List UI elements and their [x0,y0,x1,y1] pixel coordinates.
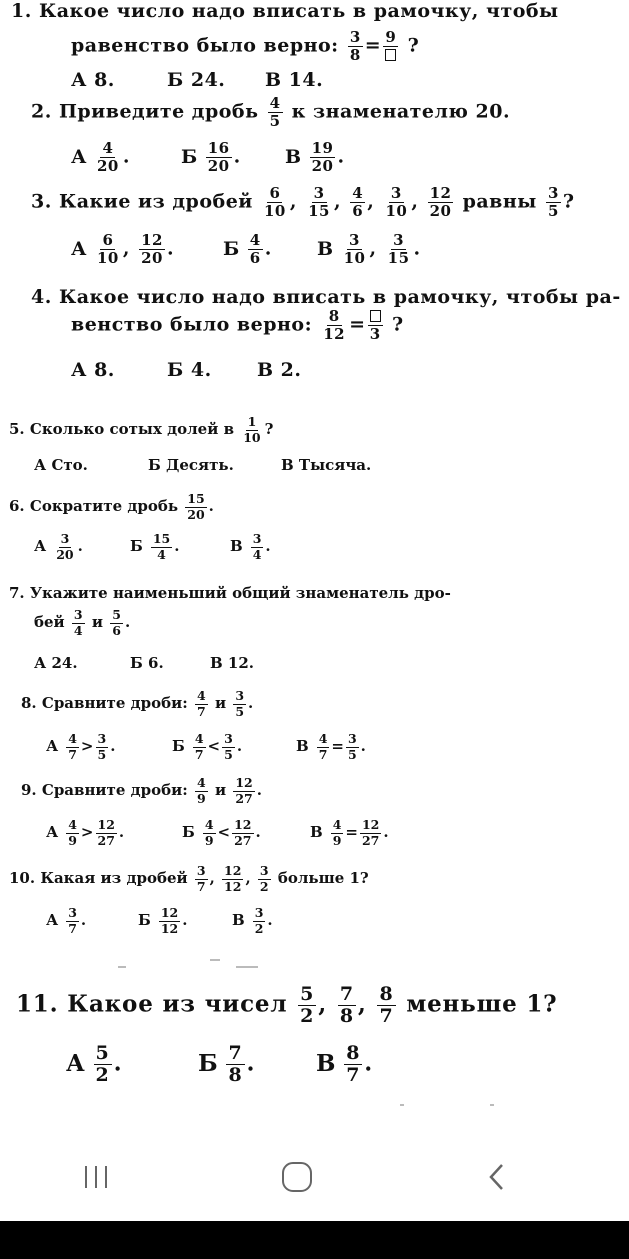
q1-options [71,69,323,91]
fraction: $\frac{4}{5}$ [269,94,281,130]
option-a[interactable]: А $\frac{3}{7}$ . [46,905,87,936]
q1-line1: 1. Какое число надо вписать в рамочку, чтобы [11,0,559,22]
option-b[interactable]: Б 24. [167,69,226,91]
option-b[interactable]: Б 4. [167,359,212,381]
home-icon[interactable] [282,1162,312,1192]
q1-line2: равенство было верно: $\frac{3}{8}$ = 9 ? [71,28,420,64]
q7-line1: 7. Укажите наименьший общий знаменатель дро- [9,584,451,602]
q4-line1: 4. Какое число надо вписать в рамочку, чтобы ра- [31,286,621,308]
option-b[interactable]: Б Десять. [148,456,234,474]
option-b[interactable]: Б 6. [130,654,164,672]
option-b[interactable]: Б $\frac{12}{12}$ . [138,905,188,936]
option-c[interactable]: В $\frac{4}{7}$ = $\frac{3}{5}$ . [296,731,366,762]
option-c[interactable]: В $\frac{4}{9}$ = $\frac{12}{27}$ . [310,817,389,848]
fraction: $\frac{3}{8}$ [349,28,361,64]
q10-text: 10. Какая из дробей $\frac{3}{7}$ , $\frac{12}{12}$ , $\frac{3}{2}$ больше 1? [9,863,369,894]
q5-text: 5. Сколько сотых долей в $\frac{1}{10}$ ? [9,414,274,445]
option-a[interactable]: А 8. [71,69,115,91]
option-c[interactable]: В $\frac{3}{4}$ . [230,531,271,562]
option-c[interactable]: В 2. [257,359,302,381]
q3-options [71,233,421,266]
q6-options [34,533,271,561]
option-a[interactable]: А $\frac{3}{20}$ . [34,531,83,562]
q5-options [34,456,371,474]
q9-options [46,819,389,847]
option-c[interactable]: В 14. [265,69,324,91]
q11-text: 11. Какое из чисел $\frac{5}{2}$ , $\frac{7}{8}$ , $\frac{8}{7}$ меньше 1? [16,983,558,1027]
option-c[interactable]: В $\frac{8}{7}$ . [316,1042,374,1086]
answer-box [385,49,396,60]
option-a[interactable]: А $\frac{5}{2}$ . [66,1042,123,1086]
q2-text: 2. Приведите дробь $\frac{4}{5}$ к знаменателю 20. [31,94,511,130]
fraction-with-box: 3 [368,309,383,342]
option-c[interactable]: В $\frac{3}{2}$ . [232,905,273,936]
option-b[interactable]: Б $\frac{4}{6}$ . [223,231,272,267]
q2-options [71,141,345,174]
option-a[interactable]: А 24. [34,654,78,672]
option-b[interactable]: Б $\frac{16}{20}$ . [181,139,241,175]
back-icon[interactable] [486,1162,508,1192]
option-a[interactable]: А $\frac{6}{10}$ , $\frac{12}{20}$ . [71,231,175,267]
option-a[interactable]: А $\frac{4}{7}$ > $\frac{3}{5}$ . [46,731,116,762]
recents-icon[interactable] [83,1166,113,1190]
option-b[interactable]: Б $\frac{4}{7}$ < $\frac{3}{5}$ . [172,731,243,762]
q11-options [66,1044,373,1085]
option-a[interactable]: А 8. [71,359,115,381]
bottom-black-bar [0,1221,629,1259]
fraction-with-box: 9 [383,30,398,63]
navigation-bar [0,1140,629,1220]
q8-options [46,733,366,761]
option-c[interactable]: В $\frac{19}{20}$ . [285,139,345,175]
option-b[interactable]: Б $\frac{7}{8}$ . [198,1042,256,1086]
option-b[interactable]: Б $\frac{15}{4}$ . [130,531,180,562]
q10-options [46,907,273,935]
q9-text: 9. Сравните дроби: $\frac{4}{9}$ и $\frac{12}{27}$ . [21,775,262,806]
option-a[interactable]: А $\frac{4}{20}$ . [71,139,130,175]
option-c[interactable]: В $\frac{3}{10}$ , $\frac{3}{15}$ . [317,231,421,267]
option-a[interactable]: А Сто. [34,456,88,474]
q3-text: 3. Какие из дробей $\frac{6}{10}$ , $\frac{3}{15}$ , $\frac{4}{6}$ , $\frac{3}{10}$ , $\frac{12}{20}$ равны $\frac{3}{5}$ ? [31,184,575,220]
option-b[interactable]: Б $\frac{4}{9}$ < $\frac{12}{27}$ . [182,817,261,848]
q4-options [71,359,302,381]
answer-box [370,310,381,321]
q7-line2: бей $\frac{3}{4}$ и $\frac{5}{6}$ . [34,607,131,638]
option-c[interactable]: В Тысяча. [281,456,372,474]
q7-options [34,654,254,672]
option-c[interactable]: В 12. [210,654,254,672]
q6-text: 6. Сократите дробь $\frac{15}{20}$ . [9,491,214,522]
q8-text: 8. Сравните дроби: $\frac{4}{7}$ и $\frac{3}{5}$ . [21,688,254,719]
option-a[interactable]: А $\frac{4}{9}$ > $\frac{12}{27}$ . [46,817,125,848]
q4-line2: венство было верно: $\frac{8}{12}$ = 3 ? [71,307,404,343]
